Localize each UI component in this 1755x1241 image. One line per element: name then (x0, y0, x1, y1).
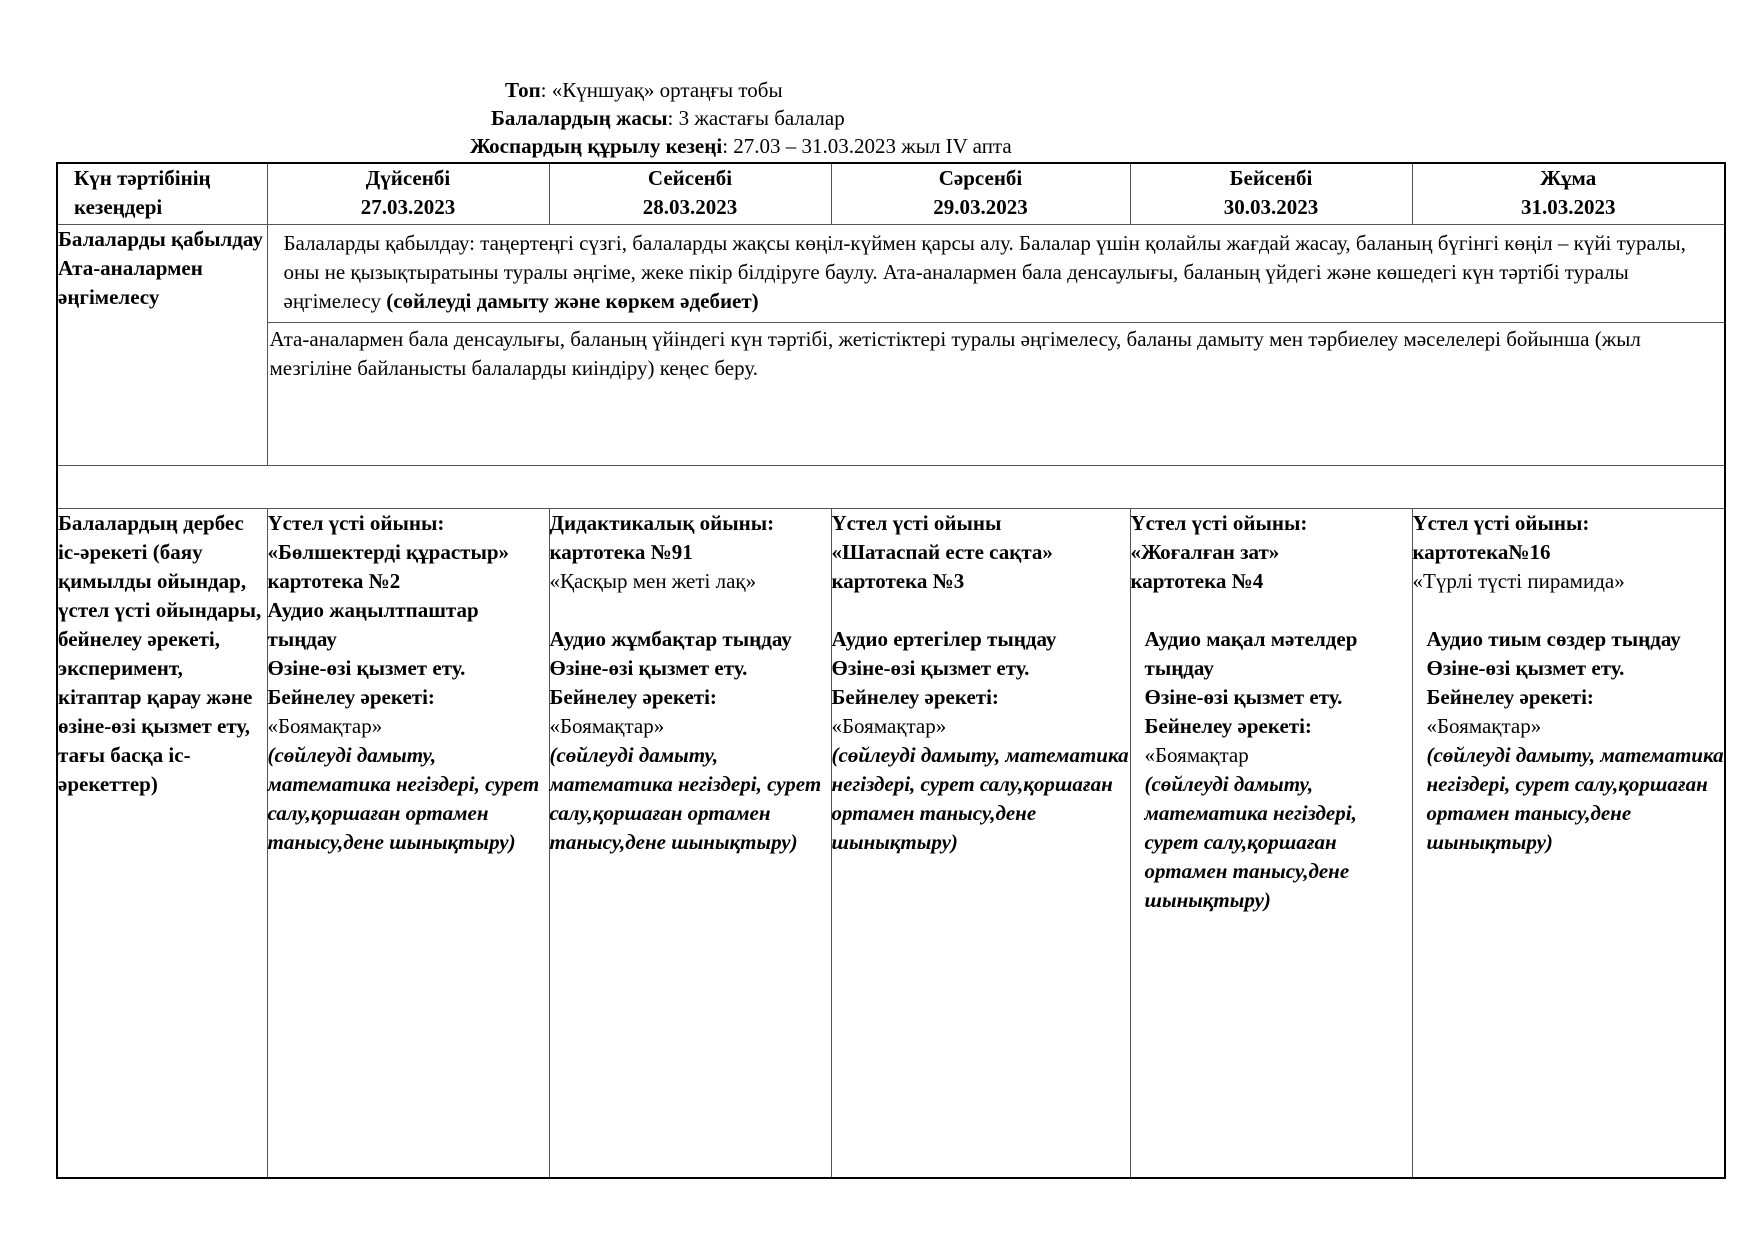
day-name: Сейсенбі (647, 166, 733, 190)
art-activity: Бейнелеу әрекеті: (549, 684, 717, 709)
day-header-fri (1412, 163, 1725, 224)
art-name: «Боямақтар» (831, 713, 947, 738)
weekly-plan-table (56, 162, 1726, 1179)
activity-cell-fri (1412, 508, 1725, 1178)
card-number: картотека №4 (1130, 568, 1264, 593)
learning-areas: (сөйлеуді дамыту, математика негіздері, сурет салу,қоршаған ортамен танысу,дене шынықтыру) (267, 742, 540, 854)
audio-activity: Аудио тиым сөздер тыңдау (1426, 626, 1681, 651)
self-service: Өзіне-өзі қызмет ету. (549, 655, 748, 680)
header-period-value: : 27.03 – 31.03.2023 жыл IV апта (722, 134, 1012, 158)
game-title: Үстел үсті ойыны (831, 510, 1002, 535)
game-title: Үстел үсті ойыны: (267, 510, 445, 535)
reception-text-2: Ата-аналармен бала денсаулығы, баланың үйіндегі күн тәртібі, жетістіктері туралы әңгімелесу, баланы дамыту мен тәрбиелеу мәселелері бойынша (жыл мезгіліне байланысты балаларды киіндіру) кеңес беру. (269, 326, 1641, 380)
audio-activity: Аудио ертегілер тыңдау (831, 626, 1057, 651)
table-header-row (57, 163, 1725, 224)
day-date: 30.03.2023 (1223, 195, 1319, 219)
learning-areas: (сөйлеуді дамыту, математика негіздері, сурет салу,қоршаған ортамен танысу,дене шынықтыру) (1426, 742, 1724, 854)
day-date: 29.03.2023 (933, 195, 1028, 219)
game-name: «Түрлі түсті пирамида» (1412, 568, 1625, 593)
audio-activity: Аудио жұмбақтар тыңдау (549, 626, 792, 651)
game-name: «Жоғалған зат» (1130, 539, 1280, 564)
art-activity: Бейнелеу әрекеті: (1426, 684, 1594, 709)
header-group-value: : «Күншуақ» ортаңғы тобы (540, 78, 783, 102)
header-group-line (505, 76, 783, 104)
game-title: Үстел үсті ойыны: (1130, 510, 1308, 535)
day-header-wed (831, 163, 1130, 224)
card-number: картотека №91 (549, 539, 693, 564)
self-service: Өзіне-өзі қызмет ету. (831, 655, 1030, 680)
activity-row (57, 508, 1725, 1178)
day-name: Дүйсенбі (365, 166, 451, 190)
reception-text-1 (268, 225, 1725, 323)
game-name: «Бөлшектерді құрастыр» (267, 539, 510, 564)
activity-label: Балалардың дербес іс-әрекеті (баяу қимылды ойындар, үстел үсті ойындары, бейнелеу әрекеті, эксперимент, кітаптар қарау және өзіне-өзі қызмет ету, тағы басқа іс-әрекеттер) (57, 508, 267, 1178)
reception-row (57, 224, 1725, 465)
learning-areas: (сөйлеуді дамыту, математика негіздері, сурет салу,қоршаған ортамен танысу,дене шынықтыру) (831, 742, 1129, 854)
game-name: «Шатаспай есте сақта» (831, 539, 1053, 564)
empty-row (57, 465, 1725, 508)
day-name: Жұма (1540, 166, 1597, 190)
day-name: Бейсенбі (1229, 166, 1313, 190)
activity-cell-thu (1130, 508, 1412, 1178)
art-activity: Бейнелеу әрекеті: (1144, 713, 1312, 738)
header-age-line (491, 104, 845, 132)
activity-cell-mon (267, 508, 549, 1178)
game-title: Үстел үсті ойыны: (1412, 510, 1590, 535)
art-name: «Боямақтар» (267, 713, 383, 738)
self-service: Өзіне-өзі қызмет ету. (1426, 655, 1625, 680)
art-name: «Боямақтар» (549, 713, 665, 738)
card-number: картотека№16 (1412, 539, 1551, 564)
reception-label: Балаларды қабылдау Ата-аналармен әңгімелесу (57, 224, 267, 465)
day-date: 28.03.2023 (642, 195, 738, 219)
day-header-thu (1130, 163, 1412, 224)
audio-activity: Аудио мақал мәтелдер тыңдау (1144, 626, 1358, 680)
header-group-label: Топ (505, 78, 541, 102)
art-activity: Бейнелеу әрекеті: (267, 684, 435, 709)
day-date: 31.03.2023 (1521, 195, 1616, 219)
header-age-value: : 3 жастағы балалар (667, 106, 845, 130)
reception-text-1-main: Балаларды қабылдау: таңертеңгі сүзгі, балаларды жақсы көңіл-күймен қарсы алу. Балалар үшін қолайлы жағдай жасау, баланың бүгінгі көңіл – күйі туралы, оны не қызықтыратыны туралы әңгіме, жеке пікір білдіруге баулу. Ата-аналармен бала денсаулығы, баланың үйдегі және көшедегі күн тәртібі туралы әңгімелесу (283, 230, 1686, 313)
card-number: картотека №3 (831, 568, 965, 593)
learning-areas: (сөйлеуді дамыту, математика негіздері, сурет салу,қоршаған ортамен танысу,дене шынықтыру) (1144, 771, 1357, 912)
self-service: Өзіне-өзі қызмет ету. (1144, 684, 1343, 709)
day-header-tue (549, 163, 831, 224)
art-name: «Боямақтар (1144, 742, 1249, 767)
art-name: «Боямақтар» (1426, 713, 1542, 738)
self-service: Өзіне-өзі қызмет ету. (267, 655, 466, 680)
art-activity: Бейнелеу әрекеті: (831, 684, 999, 709)
activity-cell-tue (549, 508, 831, 1178)
card-number: картотека №2 (267, 568, 401, 593)
game-title: Дидактикалық ойыны: (549, 510, 775, 535)
activity-cell-wed (831, 508, 1130, 1178)
header-period-line (470, 132, 1012, 160)
day-name: Сәрсенбі (938, 166, 1023, 190)
header-period-label: Жоспардың құрылу кезеңі (470, 134, 723, 158)
day-date: 27.03.2023 (360, 195, 456, 219)
audio-activity: Аудио жаңылтпаштар тыңдау (267, 597, 479, 651)
empty-cell (57, 465, 1725, 508)
game-name: «Қасқыр мен жеті лақ» (549, 568, 757, 593)
reception-text-1-bold: (сөйлеуді дамыту және көркем әдебиет) (386, 288, 759, 313)
learning-areas: (сөйлеуді дамыту, математика негіздері, сурет салу,қоршаған ортамен танысу,дене шынықтыру) (549, 742, 822, 854)
first-col-header: Күн тәртібінің кезеңдері (57, 163, 267, 224)
day-header-mon (267, 163, 549, 224)
header-age-label: Балалардың жасы (491, 106, 668, 130)
reception-content (267, 224, 1725, 465)
